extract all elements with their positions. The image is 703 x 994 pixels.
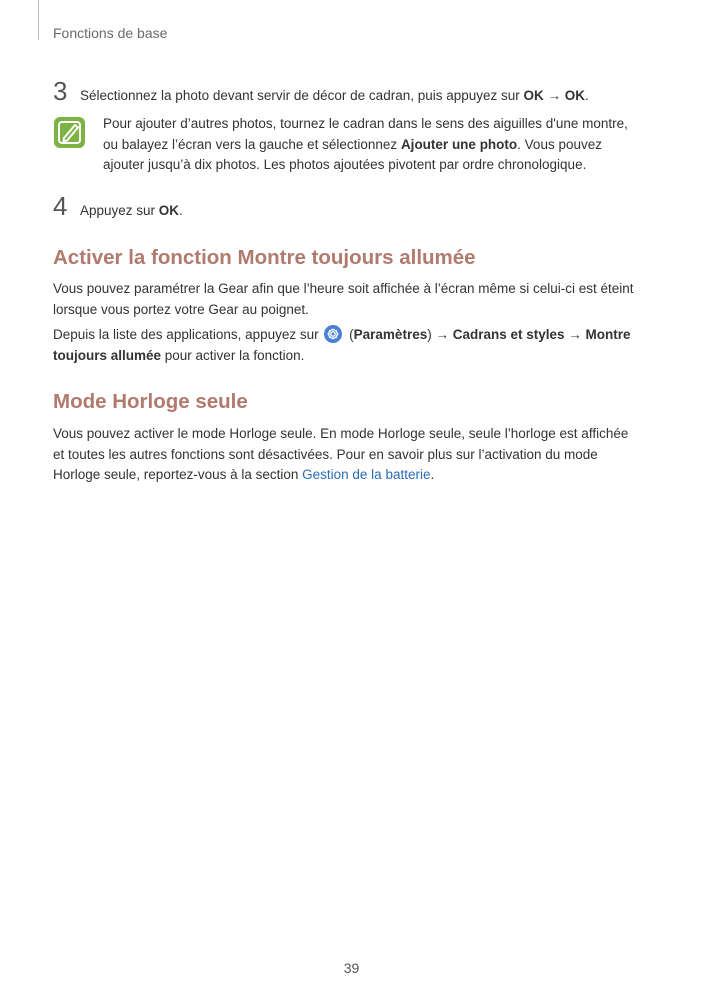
note-bold: Ajouter une photo <box>400 136 518 152</box>
step-text-part: . <box>179 203 183 218</box>
header-rule <box>38 0 39 40</box>
section-header: Fonctions de base <box>53 25 168 41</box>
step-3 <box>53 76 589 107</box>
arrow: → <box>543 88 565 103</box>
para-text-part: Depuis la liste des applications, appuyez sur <box>53 327 323 342</box>
paragraph-always-on-2 <box>53 325 643 366</box>
ok-label: OK <box>158 203 180 218</box>
step-number: 3 <box>53 76 68 106</box>
step-text <box>80 88 589 103</box>
note-block <box>53 114 643 176</box>
settings-label: Paramètres <box>353 327 428 342</box>
para-text-part: . <box>430 467 435 482</box>
page-number: 39 <box>343 960 360 976</box>
montre-label: Montre toujours allumée <box>53 327 631 363</box>
para-text-part: Vous pouvez activer le mode Horloge seule. En mode Horloge seule, seule l’horloge est affichée et toutes les autres fonctions sont désactivées. Pour en savoir plus sur l’activation du mode Horloge seule, reportez-vous à la section <box>53 426 629 482</box>
heading-always-on: Activer la fonction Montre toujours allumée <box>53 246 476 269</box>
note-text <box>103 114 643 176</box>
heading-clock-only: Mode Horloge seule <box>53 390 248 413</box>
battery-management-link[interactable]: Gestion de la batterie <box>302 467 431 482</box>
step-text <box>80 203 183 218</box>
note-text-part: . Vous pouvez ajouter jusqu’à dix photos. Les photos ajoutées pivotent par ordre chronologique. <box>103 136 602 172</box>
note-text-part: Pour ajouter d’autres photos, tournez le cadran dans le sens des aiguilles d'une montre, ou balayez l’écran vers la gauche et sélectionnez <box>103 116 628 152</box>
paragraph-always-on-1: Vous pouvez paramétrer la Gear afin que l’heure soit affichée à l’écran même si celui-ci est éteint lorsque vous portez votre Gear au poignet. <box>53 281 634 317</box>
step-4 <box>53 191 183 222</box>
ok-label: OK <box>564 88 586 103</box>
para-text-part: pour activer la fonction. <box>161 347 305 363</box>
step-number: 4 <box>53 191 68 221</box>
step-text-part: Sélectionnez la photo devant servir de décor de cadran, puis appuyez sur <box>80 88 524 103</box>
note-pencil-icon <box>53 116 86 149</box>
ok-label: OK <box>523 88 544 103</box>
cadrans-label: Cadrans et styles <box>452 327 565 342</box>
arrow: → <box>564 327 586 342</box>
settings-gear-icon <box>324 325 342 343</box>
para-text-part: ) → <box>427 327 453 342</box>
para-text-part: ( <box>345 327 354 342</box>
paragraph-clock-only <box>53 424 643 486</box>
step-text-part: Appuyez sur <box>80 203 159 218</box>
step-text-part: . <box>585 88 589 103</box>
